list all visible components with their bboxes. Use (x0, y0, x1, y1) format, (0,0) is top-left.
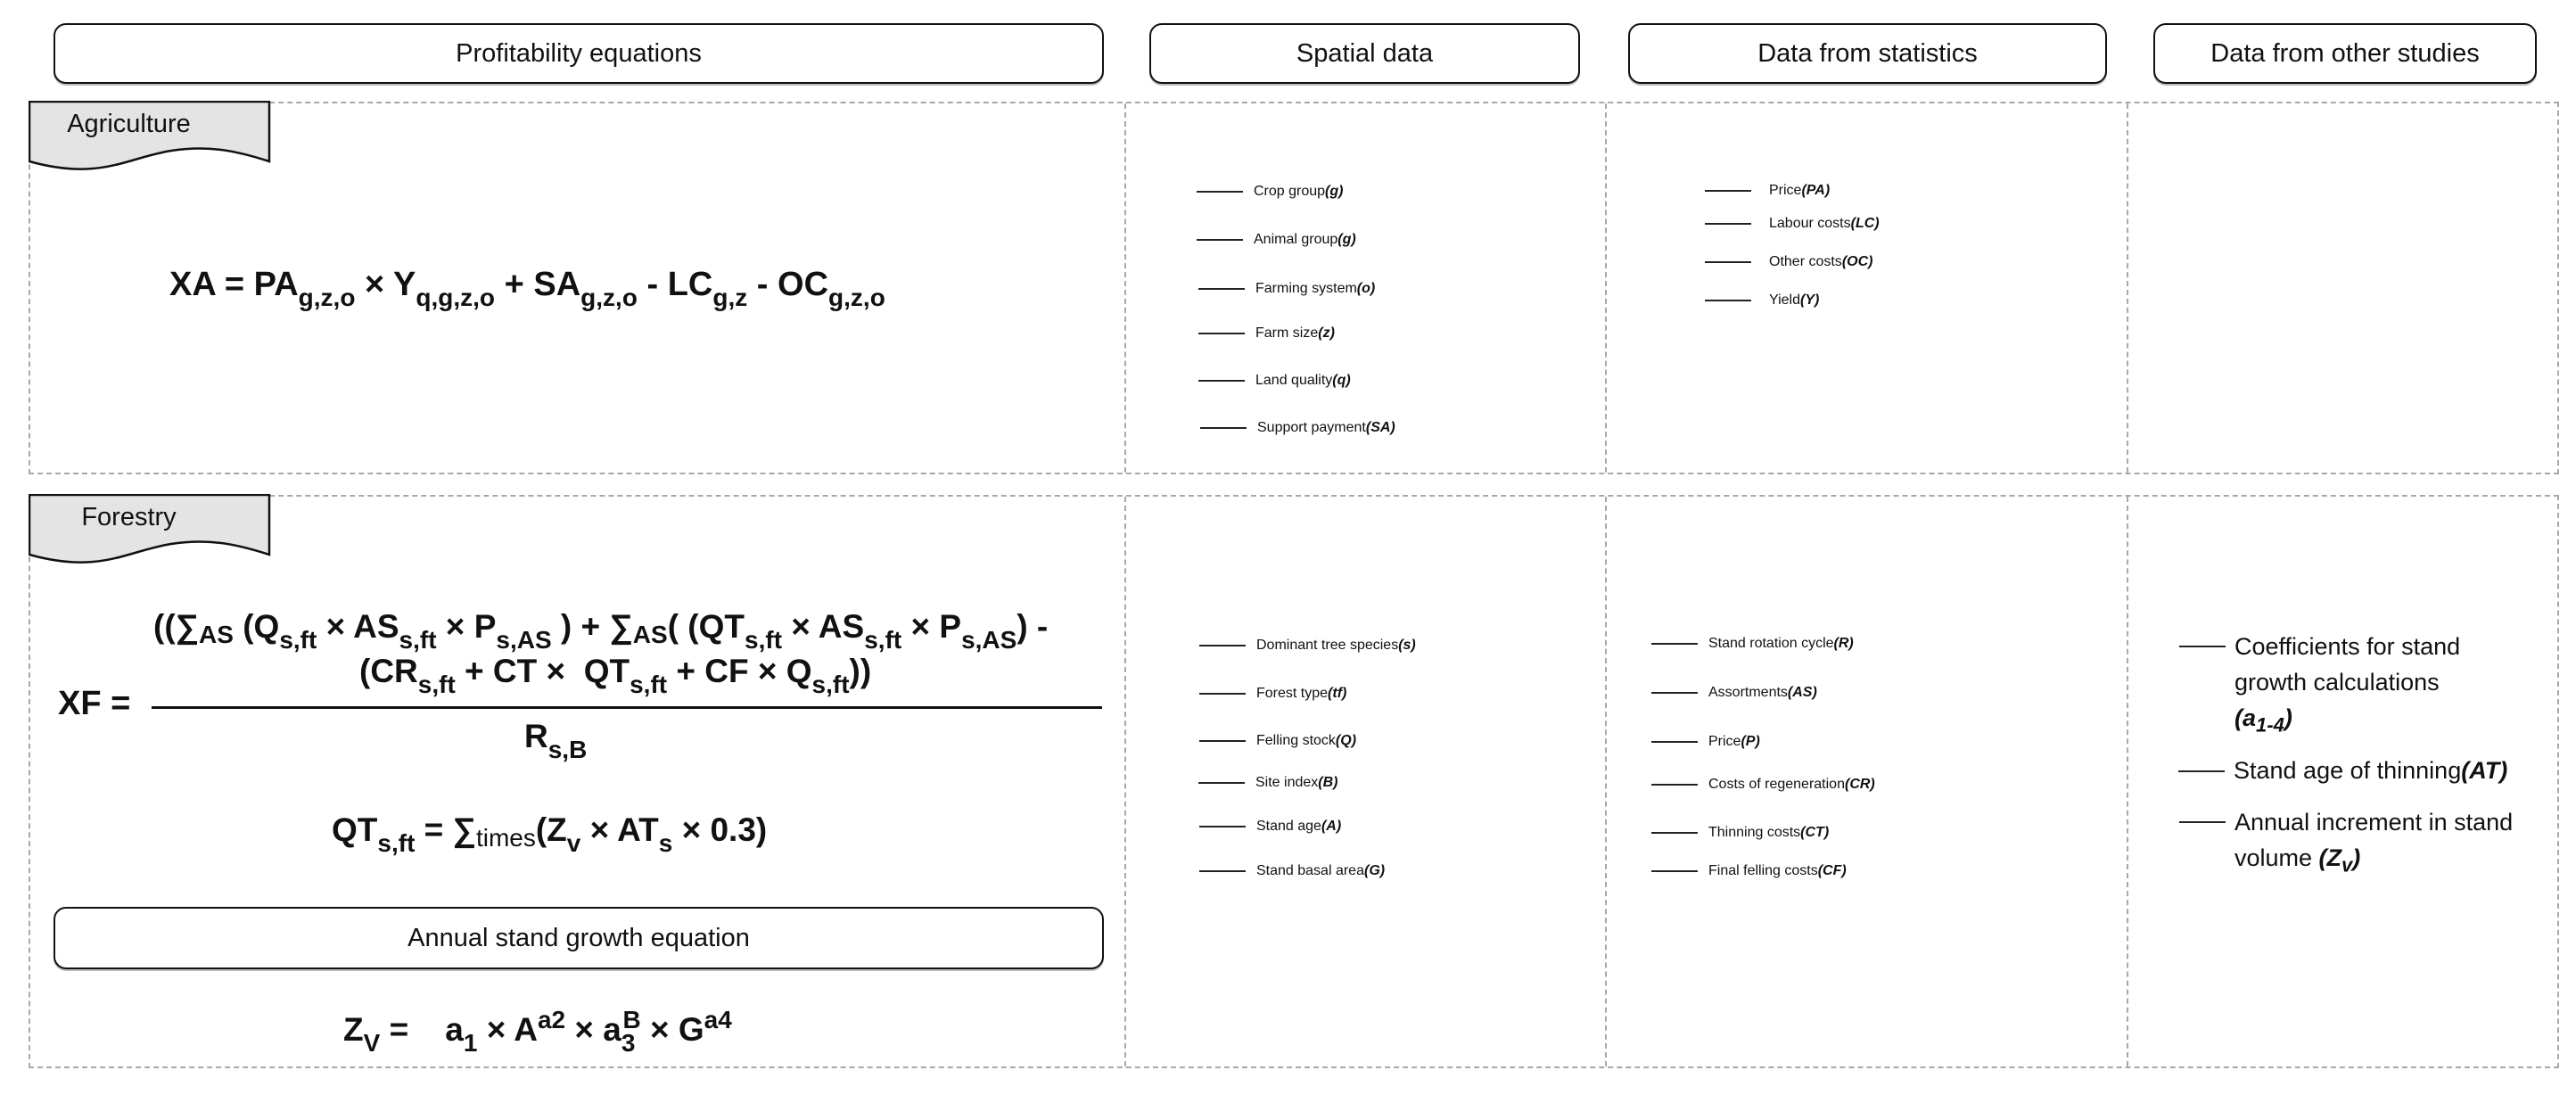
list-item (1705, 183, 1830, 199)
item-label: Crop group (1254, 184, 1326, 199)
item-variable: (CR) (1844, 777, 1875, 792)
list-item (1651, 863, 1847, 879)
item-variable: (g) (1325, 184, 1344, 199)
connector-line (1199, 740, 1246, 742)
item-label: Price (1708, 734, 1741, 749)
list-item (2178, 757, 2507, 785)
connector-line (1198, 288, 1245, 290)
connector-line (1705, 190, 1751, 192)
item-label: Assortments (1708, 685, 1788, 700)
column-divider (1605, 103, 1607, 473)
column-divider (2127, 103, 2128, 473)
item-variable: (AS) (1787, 685, 1817, 700)
annual-stand-growth-header (53, 907, 1104, 969)
column-divider (1124, 497, 1126, 1066)
xf-numerator-line1: (($\sum_{AS}$ ($Q_{s,ft} \times AS_{s,ft} \times P_{s,AS}$ ) + $\sum_{AS}$( $(QT_{s,ft} \times AS_{s,ft} \times P_{s,AS})$ - (153, 608, 1049, 654)
xf-lhs: XF = (58, 685, 131, 722)
header-data-from-statistics (1628, 23, 2107, 84)
column-divider (2127, 497, 2128, 1066)
list-item (1199, 638, 1416, 654)
connector-line (1199, 645, 1246, 646)
header-data-from-other-studies (2153, 23, 2537, 84)
xf-numerator-line2: ($CR_{s,ft}$ + CT × $QT_{s,ft}$ + CF × $Q_{s,ft}$)) (359, 653, 872, 698)
item-label: Animal group (1254, 232, 1338, 247)
connector-line (1198, 380, 1245, 382)
item-variable: (LC) (1850, 216, 1880, 231)
header-label: Spatial data (1296, 38, 1434, 68)
list-item (1651, 636, 1854, 652)
connector-line (2179, 821, 2226, 823)
connector-line (1197, 191, 1243, 193)
list-item (1197, 232, 1356, 248)
xa-equation: XA = $PA_{g,z,o} \times Y_{q,g,z,o} + SA_{g,z,o} - LC_{g,z} - OC_{g,z,o}$ (169, 266, 885, 311)
connector-line (1200, 427, 1247, 429)
item-variable: (q) (1332, 373, 1351, 388)
connector-line (1705, 300, 1751, 301)
zv-equation: $Z_V$ = $a_1 \times A^{a2} \times a_3^B \times G^{a4}$ (343, 1006, 732, 1057)
item-label: Farm size (1255, 325, 1319, 341)
item-label: Forest type (1256, 686, 1329, 701)
connector-line (1705, 261, 1751, 263)
item-variable: (P) (1741, 734, 1760, 749)
list-item (1651, 825, 1829, 841)
item-label: Price (1769, 183, 1802, 198)
column-divider (1605, 497, 1607, 1066)
connector-line (1651, 692, 1698, 694)
list-item (1651, 777, 1875, 793)
item-variable: (s) (1398, 638, 1416, 653)
connector-line (1651, 643, 1698, 645)
item-variable: (g) (1337, 232, 1356, 247)
item-variable: (A) (1321, 819, 1342, 834)
item-label: Farming system (1255, 281, 1357, 296)
connector-line (1199, 826, 1246, 827)
list-item (1198, 775, 1337, 791)
item-label: Stand age of thinning (2234, 757, 2462, 784)
fraction-bar (152, 706, 1102, 709)
item-variable: (Y) (1799, 292, 1820, 308)
header-label: Annual stand growth equation (407, 923, 750, 952)
item-label: Yield (1769, 292, 1800, 308)
agriculture-tab-label: Agriculture (67, 110, 191, 138)
item-variable: (CF) (1817, 863, 1847, 878)
item-variable: (R) (1833, 636, 1854, 651)
header-spatial-data (1149, 23, 1580, 84)
item-label: Dominant tree species (1256, 638, 1399, 653)
header-label: Profitability equations (456, 38, 702, 68)
item-label: Felling stock (1256, 733, 1336, 748)
column-divider (1124, 103, 1126, 473)
item-variable: $(a_{1-4})$ (2234, 704, 2292, 737)
item-variable: (z) (1318, 325, 1335, 341)
forestry-tab-label: Forestry (81, 503, 177, 531)
header-label: Data from other studies (2210, 38, 2480, 68)
agriculture-tab (29, 101, 270, 174)
item-label: Land quality (1255, 373, 1333, 388)
list-item (1198, 325, 1335, 342)
connector-line (1651, 784, 1698, 786)
item-label: Support payment (1257, 420, 1366, 435)
connector-line (1199, 870, 1246, 872)
list-item (1651, 685, 1817, 701)
item-label: Other costs (1769, 254, 1842, 269)
header-profitability-equations (53, 23, 1104, 84)
connector-line (2178, 770, 2225, 772)
list-item (1199, 733, 1356, 749)
item-variable: (CT) (1800, 825, 1830, 840)
header-label: Data from statistics (1757, 38, 1978, 68)
connector-line (2179, 646, 2226, 647)
item-variable: (SA) (1365, 420, 1395, 435)
item-label: Costs of regeneration (1708, 777, 1845, 792)
item-variable: (B) (1318, 775, 1338, 790)
item-label: Labour costs (1769, 216, 1851, 231)
item-label-line2: volume $(Z_v)$ (2234, 844, 2361, 877)
item-label: Stand rotation cycle (1708, 636, 1834, 651)
item-label: Final felling costs (1708, 863, 1818, 878)
item-label-line1: Annual increment in stand (2234, 809, 2514, 836)
item-label: Site index (1255, 775, 1319, 790)
connector-line (1197, 239, 1243, 241)
item-variable: (AT) (2461, 757, 2508, 784)
item-label: Thinning costs (1708, 825, 1801, 840)
item-label: Stand age (1256, 819, 1321, 834)
connector-line (1651, 870, 1698, 872)
list-item (1197, 184, 1343, 200)
list-item (1199, 863, 1385, 879)
xf-denominator: $R_{s,B}$ (524, 718, 588, 763)
connector-line (1651, 741, 1698, 743)
item-variable: (G) (1363, 863, 1386, 878)
list-item (2234, 629, 2460, 743)
list-item (1705, 254, 1872, 270)
list-item (1199, 819, 1341, 835)
list-item (2234, 804, 2513, 883)
list-item (1705, 216, 1880, 232)
connector-line (1651, 832, 1698, 834)
connector-line (1705, 223, 1751, 225)
item-variable: (tf) (1328, 686, 1347, 701)
connector-line (1198, 333, 1245, 334)
list-item (1199, 686, 1346, 702)
item-variable: (OC) (1841, 254, 1873, 269)
connector-line (1198, 782, 1245, 784)
list-item (1198, 373, 1351, 389)
list-item (1198, 281, 1375, 297)
item-variable: (PA) (1801, 183, 1831, 198)
list-item (1200, 420, 1395, 436)
item-label-line2: growth calculations (2234, 669, 2440, 696)
forestry-tab (29, 494, 270, 567)
connector-line (1199, 693, 1246, 695)
item-label-line1: Coefficients for stand (2234, 633, 2461, 660)
item-variable: (o) (1356, 281, 1376, 296)
item-variable: (Q) (1335, 733, 1357, 748)
list-item (1705, 292, 1819, 309)
item-label: Stand basal area (1256, 863, 1364, 878)
qt-equation: $QT_{s,ft} = \sum_{times}(Z_v \times AT_s \times 0.3)$ (332, 811, 768, 857)
list-item (1651, 734, 1760, 750)
